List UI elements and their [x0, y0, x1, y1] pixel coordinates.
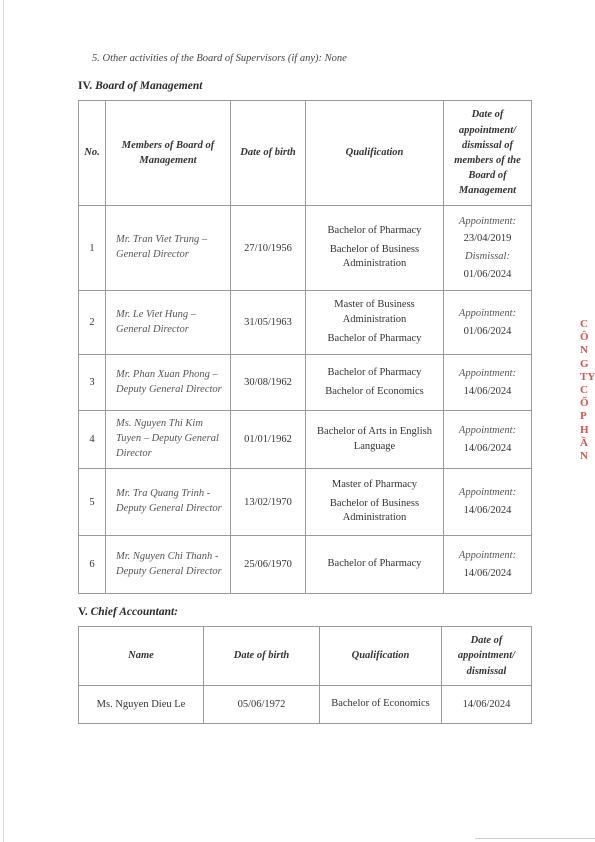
- row-number: 3: [79, 355, 106, 411]
- header-date-of-birth: Date of birth: [204, 627, 320, 686]
- header-qualification: Qualification: [306, 101, 444, 206]
- member-appointment: Appointment: 23/04/2019 Dismissal: 01/06/2024: [444, 206, 532, 291]
- row-number: 2: [79, 291, 106, 355]
- member-dob: 27/10/1956: [231, 206, 306, 291]
- table-header-row: [79, 101, 532, 206]
- page-edge-line: [3, 0, 4, 842]
- member-dob: 01/01/1962: [231, 411, 306, 469]
- member-appointment: Appointment: 14/06/2024: [444, 536, 532, 594]
- header-appointment-date: Date of appointment/ dismissal: [442, 627, 532, 686]
- header-date-of-birth: Date of birth: [231, 101, 306, 206]
- table-row: [79, 206, 532, 291]
- member-appointment: Appointment: 14/06/2024: [444, 469, 532, 536]
- member-qualification: Bachelor of Arts in English Language: [306, 411, 444, 469]
- accountant-appointment: 14/06/2024: [442, 686, 532, 724]
- member-appointment: Appointment: 14/06/2024: [444, 411, 532, 469]
- table-row: [79, 291, 532, 355]
- accountant-dob: 05/06/1972: [204, 686, 320, 724]
- member-qualification: Bachelor of Pharmacy: [306, 536, 444, 594]
- row-number: 1: [79, 206, 106, 291]
- member-qualification: Master of Business Administration Bachelor of Pharmacy: [306, 291, 444, 355]
- header-qualification: Qualification: [320, 627, 442, 686]
- member-appointment: Appointment: 14/06/2024: [444, 355, 532, 411]
- row-number: 6: [79, 536, 106, 594]
- header-appointment-date: Date of appointment/ dismissal of members of the Board of Management: [444, 101, 532, 206]
- accountant-qualification: Bachelor of Economics: [320, 686, 442, 724]
- company-seal-stamp: CÔNG TY CỔ PHẦN: [580, 318, 595, 462]
- supervisors-note: 5. Other activities of the Board of Supervisors (if any): None: [92, 53, 347, 64]
- table-row: [79, 355, 532, 411]
- row-number: 5: [79, 469, 106, 536]
- header-name: Name: [79, 627, 204, 686]
- table-row: [79, 686, 532, 724]
- member-qualification: Bachelor of Pharmacy Bachelor of Economics: [306, 355, 444, 411]
- member-name: Mr. Nguyen Chi Thanh - Deputy General Director: [106, 536, 231, 594]
- table-row: [79, 536, 532, 594]
- member-dob: 13/02/1970: [231, 469, 306, 536]
- member-qualification: Bachelor of Pharmacy Bachelor of Business Administration: [306, 206, 444, 291]
- row-number: 4: [79, 411, 106, 469]
- member-qualification: Master of Pharmacy Bachelor of Business Administration: [306, 469, 444, 536]
- member-dob: 25/06/1970: [231, 536, 306, 594]
- section-board-of-management-heading: IV. Board of Management: [78, 80, 203, 92]
- member-name: Mr. Tran Viet Trung – General Director: [106, 206, 231, 291]
- header-no: No.: [79, 101, 106, 206]
- board-of-management-table: [78, 100, 532, 594]
- member-name: Mr. Phan Xuan Phong – Deputy General Director: [106, 355, 231, 411]
- section-chief-accountant-heading: V. Chief Accountant:: [78, 606, 179, 618]
- accountant-name: Ms. Nguyen Dieu Le: [79, 686, 204, 724]
- member-dob: 30/08/1962: [231, 355, 306, 411]
- table-row: [79, 469, 532, 536]
- header-members: Members of Board of Management: [106, 101, 231, 206]
- table-row: [79, 411, 532, 469]
- member-appointment: Appointment: 01/06/2024: [444, 291, 532, 355]
- table-header-row: [79, 627, 532, 686]
- member-name: Ms. Nguyen Thi Kim Tuyen – Deputy General Director: [106, 411, 231, 469]
- page-bottom-line: [475, 838, 595, 839]
- member-name: Mr. Tra Quang Trinh - Deputy General Director: [106, 469, 231, 536]
- chief-accountant-table: [78, 626, 532, 724]
- member-name: Mr. Le Viet Hung – General Director: [106, 291, 231, 355]
- member-dob: 31/05/1963: [231, 291, 306, 355]
